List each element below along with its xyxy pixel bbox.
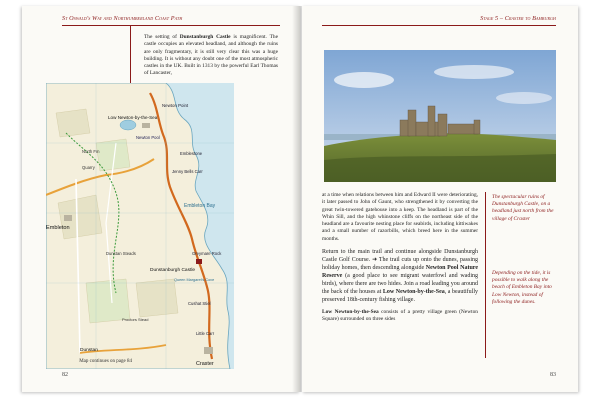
- map-label-queen-margarets: Queen Margaret's Cove: [174, 278, 215, 282]
- intro-castle-name: Dunstanburgh Castle: [179, 34, 231, 40]
- map-label-dunstanburgh: Dunstanburgh Castle: [150, 268, 196, 273]
- castle-history-paragraph: at a time when relations between him and Edward II were deteriorating, it later passed to John of Gaunt, who strengthened it by converting the great twin-towered gatehouse into a keep. The headland is part of the Whin Sill, and the high whinstone cliffs on the northeast side of the headland are a favourite nesting place for seabirds, including kittiwakes and a small number of razorbills, which breed here in the summer months.: [322, 192, 478, 242]
- photo-caption: The spectacular ruins of Dunstanburgh Castle, on a headland just north from the village of Craster: [492, 194, 554, 222]
- route-map: [46, 83, 234, 369]
- intro-text-2: is magnificent. The castle occupies an elevated headland, and although the ruins are only fragmentary, it is still very clear this was a huge building. It is without any doubt one of the most atmospheric castles in the UK. Built in 1313 by the powerful Earl Thomas of Lancaster,: [144, 34, 278, 77]
- right-page: [302, 6, 578, 392]
- map-label-newton-pool: Newton Pool: [136, 135, 160, 140]
- right-main-column: [322, 192, 478, 329]
- right-folio: 83: [550, 372, 556, 378]
- map-label-low-newton: Low Newton-by-the-Sea: [108, 115, 158, 120]
- castle-photo: [324, 50, 556, 182]
- left-header-rule: [62, 25, 280, 26]
- map-label-proctors-stead: Proctors Stead: [122, 317, 149, 322]
- map-label-little-carr: Little Carr: [196, 331, 215, 336]
- map-label-greymare-rock: Greymare Rock: [192, 251, 222, 256]
- map-label-newton-point: Newton Point: [162, 103, 189, 108]
- sidebar-rule: [485, 192, 486, 358]
- intro-text-1: The setting of: [144, 34, 180, 40]
- right-running-head: Stage 5 – Craster to Bamburgh: [480, 15, 556, 22]
- left-running-head: St Oswald's Way and Northumberland Coast Path: [62, 15, 183, 22]
- map-margin-line: [130, 26, 131, 88]
- route-paragraph: Return to the main trail and continue alongside Dunstanburgh Castle Golf Course. ➜ The trail cuts up onto the dunes, passing holiday homes, then descending alongside Newton Pool Nature Reserve (a good place to see migrant waterfowl and wading birds), where there are two hides. Join a road leading you around the back of the houses at Low Newton-by-the-Sea, a beautifully preserved 18th-century fishing village.: [322, 249, 479, 304]
- newton-pool-shape: [120, 120, 136, 130]
- left-folio: 82: [62, 372, 68, 378]
- map-label-jenny-bells: Jenny Bells Carr: [172, 169, 203, 174]
- newton-pool-bold: Newton Pool Nature Reserve: [322, 265, 479, 280]
- right-header-rule: [322, 25, 556, 26]
- map-label-cushat-stiel: Cushat Stiel: [188, 301, 211, 306]
- map-caption: Map continues on page 84: [79, 359, 132, 364]
- castle-marker: [196, 259, 202, 264]
- map-label-embleton-bay: Embleton Bay: [184, 203, 216, 209]
- map-label-dunstan-steads: Dunstan Steads: [106, 251, 136, 256]
- intro-paragraph: [144, 34, 278, 78]
- low-newton-bold: Low Newton-by-the-Sea: [382, 289, 445, 296]
- map-label-craster: Craster: [196, 361, 214, 367]
- village-paragraph: Low Newton-by-the-Sea consists of a pretty village green (Newton Square) surrounded on three sides: [322, 309, 478, 323]
- map-label-quarry: Quarry: [82, 165, 95, 170]
- map-label-dunstan: Dunstan: [80, 348, 98, 353]
- map-label-north-fm: North Fm: [82, 149, 100, 154]
- map-label-emblestone: Emblestone: [180, 151, 203, 156]
- map-label-embleton: Embleton: [46, 225, 70, 231]
- left-page: [22, 6, 300, 392]
- tide-side-note: Depending on the tide, it is possible to walk along the beach of Embleton Bay into Low Newton, instead of following the dunes.: [492, 270, 552, 305]
- route-arrow-icon: ➜: [372, 257, 378, 264]
